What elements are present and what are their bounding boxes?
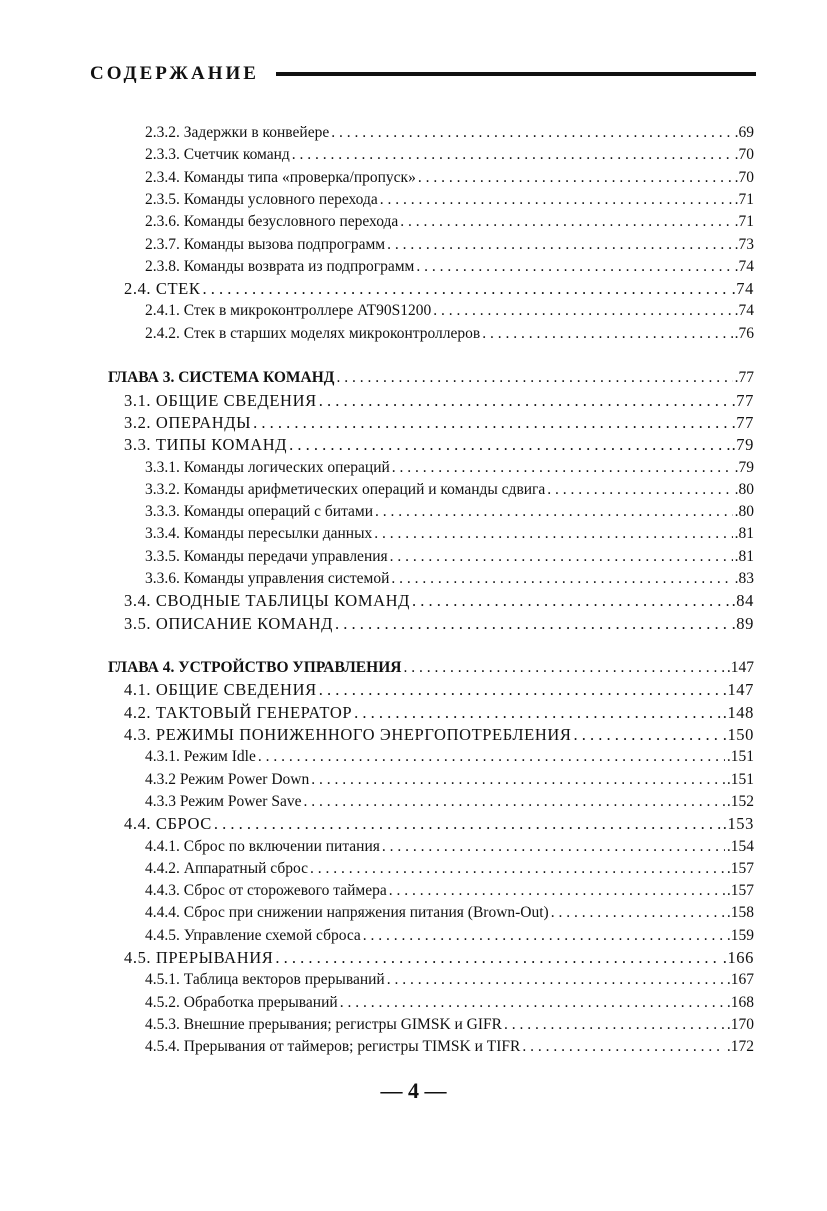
toc-entry-page: .172 bbox=[726, 1038, 754, 1055]
dot-leader bbox=[387, 235, 733, 255]
toc-subsection-entry bbox=[145, 970, 754, 992]
dot-leader bbox=[374, 524, 732, 544]
toc-entry-label: ГЛАВА 4. УСТРОЙСТВО УПРАВЛЕНИЯ bbox=[108, 659, 402, 676]
toc-entry-page: .77 bbox=[731, 413, 754, 432]
toc-entry-page: .158 bbox=[726, 904, 754, 921]
toc-entry-label: 3.3.3. Команды операций с битами bbox=[145, 503, 374, 520]
toc-entry-page: .76 bbox=[734, 325, 754, 342]
dot-leader bbox=[392, 458, 733, 478]
toc-entry-page: .79 bbox=[734, 459, 754, 476]
dot-leader bbox=[387, 970, 725, 990]
toc-entry-label: 4.5.4. Прерывания от таймеров; регистры TIMSK и TIFR bbox=[145, 1038, 521, 1055]
dot-leader bbox=[214, 814, 721, 834]
toc-entry-label: 2.3.4. Команды типа «проверка/пропуск» bbox=[145, 169, 416, 186]
toc-entry-page: .157 bbox=[726, 882, 754, 899]
toc-entry-label: 4.2. ТАКТОВЫЙ ГЕНЕРАТОР bbox=[124, 703, 353, 722]
toc-subsection-entry bbox=[145, 235, 754, 257]
dot-leader bbox=[289, 435, 729, 455]
toc-entry-label: 4.5. ПРЕРЫВАНИЯ bbox=[124, 948, 274, 967]
dot-leader bbox=[335, 614, 730, 634]
toc-subsection-entry bbox=[145, 926, 754, 948]
toc-entry-page: .151 bbox=[726, 748, 754, 765]
toc-entry-page: .147 bbox=[722, 680, 754, 699]
dot-leader bbox=[275, 948, 720, 968]
toc-section-entry bbox=[124, 703, 754, 725]
toc-entry-page: .73 bbox=[734, 236, 754, 253]
toc-entry-label: 4.4.1. Сброс по включении питания bbox=[145, 838, 380, 855]
toc-entry-label: 2.3.7. Команды вызова подпрограмм bbox=[145, 236, 386, 253]
dot-leader bbox=[336, 368, 732, 388]
toc-subsection-entry bbox=[145, 569, 754, 591]
header-rule bbox=[276, 72, 756, 76]
toc-chapter-entry bbox=[108, 658, 754, 680]
toc-subsection-entry bbox=[145, 257, 754, 279]
dot-leader bbox=[319, 391, 730, 411]
toc-subsection-entry bbox=[145, 792, 754, 814]
toc-entry-label: 3.3.2. Команды арифметических операций и команды сдвига bbox=[145, 481, 546, 498]
dot-leader bbox=[303, 792, 724, 812]
toc-entry-page: .80 bbox=[734, 503, 754, 520]
dot-leader bbox=[258, 747, 725, 767]
dot-leader bbox=[403, 658, 724, 678]
toc-section-entry bbox=[124, 435, 754, 457]
page-number: — 4 — bbox=[380, 1078, 447, 1103]
toc-entry-page: .77 bbox=[734, 369, 754, 386]
dot-leader bbox=[504, 1015, 725, 1035]
toc-entry-page: .159 bbox=[726, 927, 754, 944]
dot-leader bbox=[551, 903, 725, 923]
dot-leader bbox=[522, 1037, 725, 1057]
toc-entry-label: 2.4.1. Стек в микроконтроллере AT90S1200 bbox=[145, 302, 432, 319]
toc-entry-page: .168 bbox=[726, 994, 754, 1011]
toc-subsection-entry bbox=[145, 524, 754, 546]
toc-entry-label: 4.4.4. Сброс при снижении напряжения питания (Brown-Out) bbox=[145, 904, 549, 921]
dot-leader bbox=[253, 413, 729, 433]
dot-leader bbox=[382, 837, 725, 857]
toc-entry-label: 2.4.2. Стек в старших моделях микроконтроллеров bbox=[145, 325, 481, 342]
toc-entry-page: .71 bbox=[734, 191, 754, 208]
page-header bbox=[90, 60, 756, 90]
dot-leader bbox=[331, 123, 732, 143]
dot-leader bbox=[375, 502, 733, 522]
toc-entry-page: .74 bbox=[734, 258, 754, 275]
toc-subsection-entry bbox=[145, 747, 754, 769]
toc-section-entry bbox=[124, 391, 754, 413]
toc-entry-label: 3.2. ОПЕРАНДЫ bbox=[124, 413, 252, 432]
toc-entry-label: 3.4. СВОДНЫЕ ТАБЛИЦЫ КОМАНД bbox=[124, 591, 410, 610]
toc-subsection-entry bbox=[145, 502, 754, 524]
toc-entry-label: 3.3.4. Команды пересылки данных bbox=[145, 525, 373, 542]
dot-leader bbox=[340, 993, 725, 1013]
toc-entry-label: 4.4. СБРОС bbox=[124, 814, 212, 833]
toc-section-entry bbox=[124, 948, 754, 970]
toc-entry-label: 4.3. РЕЖИМЫ ПОНИЖЕННОГО ЭНЕРГОПОТРЕБЛЕНИЯ bbox=[124, 725, 572, 744]
toc-entry-label: 4.4.2. Аппаратный сброс bbox=[145, 860, 309, 877]
toc-entry-label: 3.3.5. Команды передачи управления bbox=[145, 548, 388, 565]
toc-subsection-entry bbox=[145, 324, 754, 346]
toc-entry-label: 2.3.3. Счетчик команд bbox=[145, 146, 290, 163]
dot-leader bbox=[363, 926, 725, 946]
toc-subsection-entry bbox=[145, 837, 754, 859]
dot-leader bbox=[547, 480, 732, 500]
toc-entry-page: .74 bbox=[734, 302, 754, 319]
toc-entry-label: 4.5.2. Обработка прерываний bbox=[145, 994, 338, 1011]
toc-entry-label: 4.3.2 Режим Power Down bbox=[145, 771, 310, 788]
dot-leader bbox=[416, 257, 732, 277]
toc-entry-page: .79 bbox=[731, 435, 754, 454]
toc-subsection-entry bbox=[145, 881, 754, 903]
toc-entry-label: 2.3.2. Задержки в конвейере bbox=[145, 124, 330, 141]
dot-leader bbox=[380, 190, 733, 210]
toc-subsection-entry bbox=[145, 770, 754, 792]
toc-section-entry bbox=[124, 680, 754, 702]
dot-leader bbox=[319, 680, 721, 700]
toc-entry-label: ГЛАВА 3. СИСТЕМА КОМАНД bbox=[108, 369, 335, 386]
toc-subsection-entry bbox=[145, 190, 754, 212]
dot-leader bbox=[433, 301, 732, 321]
toc-entry-page: .74 bbox=[731, 279, 754, 298]
dot-leader bbox=[202, 279, 729, 299]
toc-subsection-entry bbox=[145, 547, 754, 569]
dot-leader bbox=[310, 859, 725, 879]
toc-entry-label: 4.5.3. Внешние прерывания; регистры GIMSK и GIFR bbox=[145, 1016, 502, 1033]
toc-entry-label: 3.3.6. Команды управления системой bbox=[145, 570, 390, 587]
toc-subsection-entry bbox=[145, 301, 754, 323]
toc-entry-label: 2.4. СТЕК bbox=[124, 279, 201, 298]
toc-entry-page: .70 bbox=[734, 169, 754, 186]
toc-entry-page: .89 bbox=[731, 614, 754, 633]
toc-entry-page: .71 bbox=[734, 213, 754, 230]
dot-leader bbox=[391, 569, 732, 589]
toc-subsection-entry bbox=[145, 903, 754, 925]
toc-entry-page: .148 bbox=[722, 703, 754, 722]
toc-subsection-entry bbox=[145, 1015, 754, 1037]
toc-entry-page: .153 bbox=[722, 814, 754, 833]
toc-entry-page: .70 bbox=[734, 146, 754, 163]
dot-leader bbox=[311, 770, 725, 790]
toc-entry-label: 3.3.1. Команды логических операций bbox=[145, 459, 390, 476]
toc-entry-page: .154 bbox=[726, 838, 754, 855]
toc-section-entry bbox=[124, 591, 754, 613]
toc-entry-label: 4.4.3. Сброс от сторожевого таймера bbox=[145, 882, 387, 899]
toc-entry-label: 4.3.3 Режим Power Save bbox=[145, 793, 302, 810]
toc-entry-page: .147 bbox=[726, 659, 754, 676]
toc-chapter-entry bbox=[108, 368, 754, 390]
toc-section-entry bbox=[124, 279, 754, 301]
toc-entry-page: .81 bbox=[734, 525, 754, 542]
toc-entry-page: .150 bbox=[722, 725, 754, 744]
dot-leader bbox=[292, 145, 733, 165]
toc-entry-label: 2.3.5. Команды условного перехода bbox=[145, 191, 378, 208]
toc-entry-label: 2.3.8. Команды возврата из подпрограмм bbox=[145, 258, 415, 275]
dot-leader bbox=[418, 168, 733, 188]
toc-subsection-entry bbox=[145, 1037, 754, 1059]
toc-entry-label: 4.1. ОБЩИЕ СВЕДЕНИЯ bbox=[124, 680, 317, 699]
toc-section-entry bbox=[124, 814, 754, 836]
toc-section-entry bbox=[124, 614, 754, 636]
toc-entry-label: 4.5.1. Таблица векторов прерываний bbox=[145, 971, 385, 988]
toc-subsection-entry bbox=[145, 993, 754, 1015]
dot-leader bbox=[389, 881, 725, 901]
toc-entry-label: 4.4.5. Управление схемой сброса bbox=[145, 927, 361, 944]
toc-subsection-entry bbox=[145, 480, 754, 502]
toc-entry-page: .84 bbox=[731, 591, 754, 610]
toc-entry-page: .69 bbox=[734, 124, 754, 141]
toc-entry-page: .77 bbox=[731, 391, 754, 410]
dot-leader bbox=[400, 212, 732, 232]
toc-section-entry bbox=[124, 413, 754, 435]
toc-entry-label: 3.5. ОПИСАНИЕ КОМАНД bbox=[124, 614, 334, 633]
toc-entry-label: 3.1. ОБЩИЕ СВЕДЕНИЯ bbox=[124, 391, 317, 410]
dot-leader bbox=[354, 703, 721, 723]
dot-leader bbox=[390, 547, 733, 567]
toc-entry-page: .83 bbox=[734, 570, 754, 587]
toc-entry-page: .151 bbox=[726, 771, 754, 788]
dot-leader bbox=[574, 725, 721, 745]
toc-subsection-entry bbox=[145, 859, 754, 881]
toc-entry-page: .167 bbox=[726, 971, 754, 988]
toc-entry-page: .81 bbox=[734, 548, 754, 565]
header-title: СОДЕРЖАНИЕ bbox=[90, 63, 265, 85]
toc-entry-page: .166 bbox=[722, 948, 754, 967]
dot-leader bbox=[412, 591, 730, 611]
toc-subsection-entry bbox=[145, 168, 754, 190]
toc-subsection-entry bbox=[145, 458, 754, 480]
toc-entry-page: .170 bbox=[726, 1016, 754, 1033]
toc-subsection-entry bbox=[145, 212, 754, 234]
toc-entry-page: .157 bbox=[726, 860, 754, 877]
toc-entry-page: .80 bbox=[734, 481, 754, 498]
toc-entry-label: 3.3. ТИПЫ КОМАНД bbox=[124, 435, 288, 454]
toc-entry-page: .152 bbox=[726, 793, 754, 810]
toc-subsection-entry bbox=[145, 145, 754, 167]
dot-leader bbox=[482, 324, 732, 344]
toc-section-entry bbox=[124, 725, 754, 747]
toc-entry-label: 4.3.1. Режим Idle bbox=[145, 748, 256, 765]
toc-entry-label: 2.3.6. Команды безусловного перехода bbox=[145, 213, 399, 230]
toc-subsection-entry bbox=[145, 123, 754, 145]
